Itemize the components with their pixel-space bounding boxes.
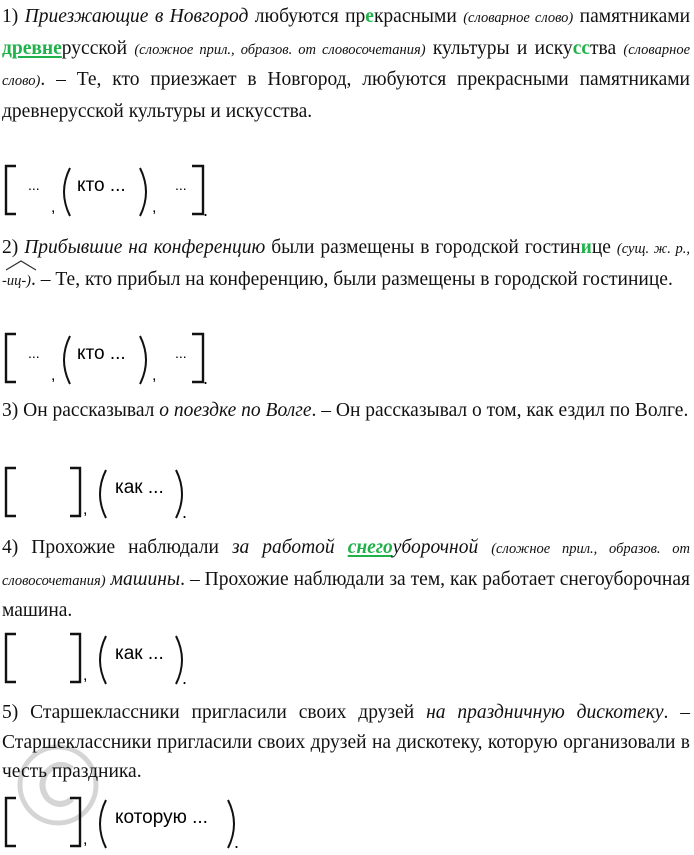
bracket-open [6, 166, 16, 214]
watermark-logo [8, 715, 178, 850]
dots: ... [28, 345, 40, 361]
text: . – Прохожие наблюдали за тем, как работает снегоуборочная машина. [2, 568, 690, 621]
word-iskusstva: культуры и искусства [432, 37, 617, 59]
highlighted-phrase: Приезжающие в Новгород [24, 6, 249, 27]
text: памятниками [579, 6, 691, 27]
comma: , [83, 667, 88, 684]
suffix-mark-icon [2, 259, 40, 271]
item-4 [2, 533, 690, 626]
label-kak: как ... [115, 477, 164, 498]
highlighted-phrase: на праздничную дискотеку [426, 702, 664, 723]
scheme-1 [0, 160, 240, 220]
item-number: 3) [2, 400, 19, 421]
paren-open [100, 636, 106, 684]
comma: , [83, 501, 88, 518]
item-number: 4) [2, 537, 19, 558]
text: . – Те, кто приезжает в Новгород, любуются прекрасными памятниками древнерусской культуры и искусства. [2, 69, 690, 122]
item-1 [2, 2, 690, 126]
word-snegouborochnoy: снегоуборочной [347, 537, 479, 558]
comma: , [51, 367, 56, 384]
item-number: 1) [2, 6, 19, 27]
scheme-2 [0, 328, 240, 388]
word-gostinitse: гостинице [524, 237, 611, 258]
note: (словарное слово) [463, 10, 574, 26]
text: Он рассказывал [23, 400, 155, 421]
item-3 [2, 396, 690, 426]
note: (сложное прил., образов. от словосочетания) [2, 541, 691, 589]
highlighted-phrase: о поездке по Волге [159, 400, 312, 421]
highlighted-phrase: машины [110, 568, 181, 590]
word-prekrasnymi: прекрасными [345, 6, 457, 27]
text: любуются [254, 6, 339, 27]
paren-open [64, 168, 70, 216]
text: . – Старшеклассники пригласили своих друзей на дискотеку, которую организовали в честь праздника. [2, 702, 691, 782]
paren-open [64, 336, 70, 384]
bracket-open [6, 634, 16, 682]
paren-close [140, 168, 146, 216]
label-kak: как ... [115, 643, 164, 664]
paren-close [140, 336, 146, 384]
bracket-close [70, 468, 80, 516]
dots: ... [175, 177, 187, 193]
bracket-open [6, 334, 16, 382]
highlighted-phrase: Прибывшие на конференцию [24, 237, 266, 258]
note: (словарное слово) [2, 41, 691, 89]
word-drevnerusskoy: древнерусской [2, 37, 128, 59]
comma: , [152, 199, 157, 216]
highlighted-phrase: за работой [231, 537, 335, 558]
item-number: 5) [2, 702, 19, 723]
text: . – Те, кто прибыл на конференцию, были размещены в городской гостинице. [31, 268, 673, 290]
note: (сущ. ж. р., [616, 241, 691, 257]
suffix-morpheme: -иц-) [2, 267, 31, 297]
dots: ... [28, 177, 40, 193]
scheme-4 [0, 628, 240, 688]
comma: , [51, 199, 56, 216]
bracket-open [6, 468, 16, 516]
period: . [182, 502, 188, 522]
bracket-close [192, 166, 203, 214]
period: . [182, 668, 188, 688]
note: (сложное прил., образов. от словосочетания) [134, 41, 426, 58]
scheme-3 [0, 462, 240, 522]
text: Старшеклассники пригласили своих друзей [30, 702, 415, 723]
dots: ... [175, 345, 187, 361]
text: . – Он рассказывал о том, как ездил по Волге. [311, 400, 689, 421]
period: . [234, 832, 240, 850]
label-kto: кто ... [77, 343, 126, 364]
paren-open [100, 470, 106, 518]
period: . [203, 368, 209, 388]
label-kto: кто ... [77, 175, 126, 196]
text: Прохожие наблюдали [31, 537, 219, 558]
item-number: 2) [2, 237, 19, 258]
comma: , [83, 831, 88, 848]
bracket-close [192, 334, 203, 382]
label-kotoruyu: которую ... [115, 807, 208, 828]
comma: , [152, 367, 157, 384]
item-2 [2, 233, 690, 296]
bracket-close [70, 634, 80, 682]
period: . [203, 200, 209, 220]
text: были размещены в городской [271, 237, 519, 258]
